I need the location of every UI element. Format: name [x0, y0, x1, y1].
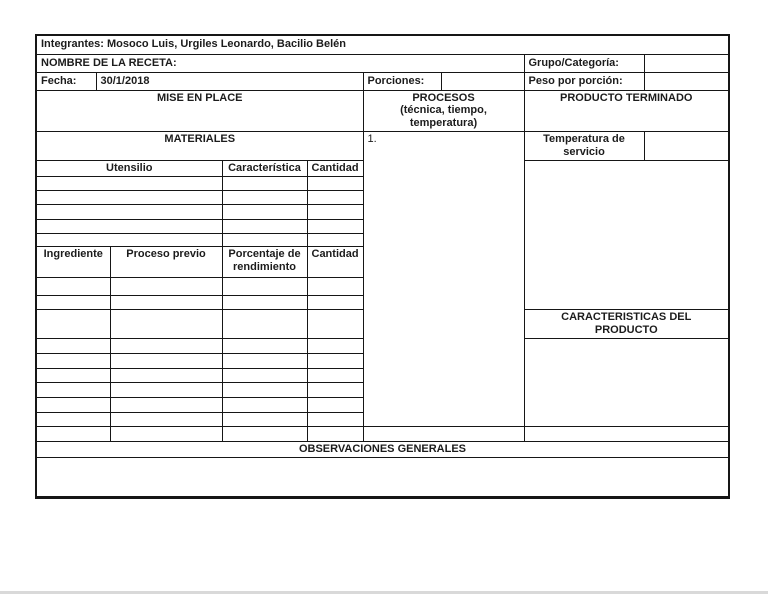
- empty-cell: [36, 413, 110, 427]
- ingrediente-column-header: Ingrediente: [36, 247, 110, 278]
- empty-cell: [307, 205, 363, 220]
- empty-cell: [307, 427, 363, 442]
- empty-cell: [222, 310, 307, 339]
- caracteristica-column-header: Característica: [222, 161, 307, 177]
- fecha-value: 30/1/2018: [96, 72, 363, 90]
- cantidad2-column-header: Cantidad: [307, 247, 363, 278]
- empty-cell: [36, 383, 110, 398]
- empty-cell: [36, 427, 110, 442]
- grupo-categoria-value-cell: [644, 54, 729, 72]
- closing-strip-row: [36, 427, 729, 442]
- observaciones-generales-header: OBSERVACIONES GENERALES: [36, 442, 729, 458]
- empty-cell: [36, 177, 222, 191]
- cantidad-column-header: Cantidad: [307, 161, 363, 177]
- empty-cell: [222, 205, 307, 220]
- empty-cell: [307, 191, 363, 205]
- empty-cell: [222, 234, 307, 247]
- empty-cell: [222, 413, 307, 427]
- empty-cell: [222, 369, 307, 383]
- empty-cell: [307, 383, 363, 398]
- peso-por-porcion-value-cell: [644, 72, 729, 90]
- empty-cell: [222, 177, 307, 191]
- observaciones-content-cell: [36, 458, 729, 498]
- empty-cell: [36, 278, 110, 296]
- empty-cell: [363, 427, 524, 442]
- empty-cell: [110, 278, 222, 296]
- empty-cell: [222, 278, 307, 296]
- empty-cell: [307, 177, 363, 191]
- empty-cell: [110, 339, 222, 354]
- producto-terminado-header: PRODUCTO TERMINADO: [524, 90, 729, 132]
- recipe-form-table: [35, 34, 730, 499]
- empty-cell: [307, 220, 363, 234]
- empty-cell: [110, 354, 222, 369]
- empty-cell: [307, 296, 363, 310]
- producto-terminado-content-cell: [524, 161, 729, 310]
- empty-cell: [110, 413, 222, 427]
- peso-por-porcion-label: Peso por porción:: [524, 72, 644, 90]
- empty-cell: [307, 354, 363, 369]
- empty-cell: [36, 339, 110, 354]
- empty-cell: [222, 427, 307, 442]
- empty-cell: [110, 427, 222, 442]
- grupo-categoria-label: Grupo/Categoría:: [524, 54, 644, 72]
- empty-cell: [36, 369, 110, 383]
- fecha-label: Fecha:: [36, 72, 96, 90]
- proceso-previo-column-header: Proceso previo: [110, 247, 222, 278]
- empty-cell: [36, 191, 222, 205]
- procesos-header-line1: PROCESOS: [412, 91, 475, 104]
- nombre-receta-label: NOMBRE DE LA RECETA:: [36, 54, 524, 72]
- empty-cell: [36, 310, 110, 339]
- empty-cell: [110, 398, 222, 413]
- empty-cell: [307, 398, 363, 413]
- procesos-header-line2: (técnica, tiempo, temperatura): [400, 104, 487, 130]
- caracteristicas-producto-content-cell: [524, 339, 729, 427]
- empty-cell: [36, 234, 222, 247]
- empty-cell: [36, 220, 222, 234]
- empty-cell: [307, 310, 363, 339]
- temperatura-servicio-label: Temperatura de servicio: [524, 132, 644, 161]
- procesos-header: [363, 90, 524, 132]
- empty-cell: [307, 413, 363, 427]
- mise-en-place-header: MISE EN PLACE: [36, 90, 363, 132]
- empty-cell: [36, 398, 110, 413]
- empty-cell: [222, 354, 307, 369]
- empty-cell: [222, 220, 307, 234]
- empty-cell: [222, 339, 307, 354]
- caracteristicas-producto-header: CARACTERISTICAS DEL PRODUCTO: [524, 310, 729, 339]
- utensilio-column-header: Utensilio: [36, 161, 222, 177]
- empty-cell: [110, 296, 222, 310]
- empty-cell: [222, 383, 307, 398]
- empty-cell: [110, 383, 222, 398]
- porciones-label: Porciones:: [363, 72, 441, 90]
- empty-cell: [110, 369, 222, 383]
- empty-cell: [307, 369, 363, 383]
- porciones-value-cell: [441, 72, 524, 90]
- empty-cell: [307, 339, 363, 354]
- empty-cell: [222, 296, 307, 310]
- porcentaje-rendimiento-column-header: Porcentaje de rendimiento: [222, 247, 307, 278]
- empty-cell: [222, 191, 307, 205]
- materiales-header: MATERIALES: [36, 132, 363, 161]
- empty-cell: [524, 427, 729, 442]
- temperatura-servicio-value-cell: [644, 132, 729, 161]
- procesos-content-cell: 1.: [363, 132, 524, 427]
- empty-cell: [110, 310, 222, 339]
- integrantes-cell: Integrantes: Mosoco Luis, Urgiles Leonardo, Bacilio Belén: [36, 35, 729, 54]
- empty-cell: [222, 398, 307, 413]
- empty-cell: [307, 278, 363, 296]
- empty-cell: [36, 296, 110, 310]
- empty-cell: [36, 354, 110, 369]
- empty-cell: [307, 234, 363, 247]
- empty-cell: [36, 205, 222, 220]
